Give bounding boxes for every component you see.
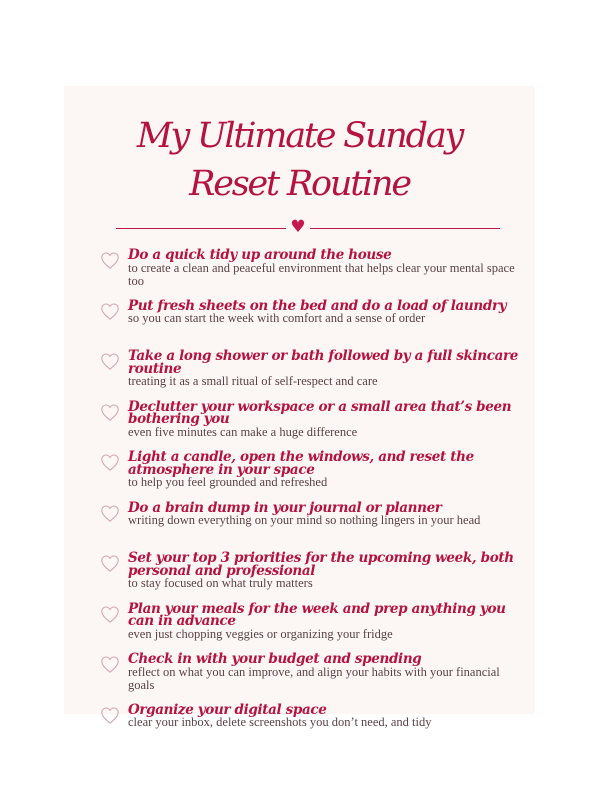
- heart-outline-icon: [100, 504, 120, 523]
- item-text: [128, 701, 520, 730]
- item-text: [128, 350, 520, 388]
- list-item: [100, 350, 520, 401]
- divider-line-right: [310, 228, 500, 229]
- item-description: writing down everything on your mind so nothing lingers in your head: [128, 513, 481, 527]
- list-item: [100, 249, 520, 300]
- item-description: even five minutes can make a huge difference: [128, 424, 358, 439]
- list-item: [100, 499, 520, 553]
- list-item: [100, 552, 520, 603]
- item-description: to help you feel grounded and refreshed: [128, 475, 328, 489]
- item-description: even just chopping veggies or organizing your fridge: [128, 626, 393, 641]
- item-text: [128, 398, 520, 439]
- item-text: [128, 653, 520, 692]
- heart-outline-icon: [100, 403, 120, 422]
- heart-outline-icon: [100, 655, 120, 674]
- list-item: [100, 297, 520, 351]
- item-text: [128, 249, 520, 288]
- page-title: [64, 112, 535, 208]
- routine-list: [100, 249, 520, 754]
- item-heading: Put fresh sheets on the bed and do a load of laundry: [128, 297, 507, 314]
- item-heading: Check in with your budget and spending: [128, 651, 422, 667]
- item-description: clear your inbox, delete screenshots you don’t need, and tidy: [128, 715, 432, 729]
- list-item: [100, 701, 520, 755]
- item-heading: Do a brain dump in your journal or planner: [128, 499, 442, 516]
- list-item: [100, 451, 520, 502]
- item-text: [128, 600, 520, 641]
- item-heading: Declutter your workspace or a small area that’s been bothering you: [128, 398, 512, 427]
- item-description: to create a clean and peaceful environment that helps clear your mental space too: [128, 260, 515, 288]
- item-heading: Do a quick tidy up around the house: [128, 247, 392, 263]
- item-description: treating it as a small ritual of self-respect and care: [128, 374, 378, 388]
- heart-outline-icon: [100, 706, 120, 725]
- item-text: [128, 499, 520, 528]
- item-text: [128, 297, 520, 326]
- item-text: [128, 552, 520, 590]
- item-description: so you can start the week with comfort and a sense of order: [128, 311, 426, 325]
- list-item: [100, 653, 520, 704]
- item-heading: Take a long shower or bath followed by a full skincare routine: [128, 348, 518, 377]
- item-heading: Light a candle, open the windows, and reset the atmosphere in your space: [128, 449, 474, 478]
- item-description: reflect on what you can improve, and align your habits with your financial goals: [128, 664, 500, 692]
- heart-outline-icon: [100, 251, 120, 270]
- heart-outline-icon: [100, 554, 120, 573]
- item-heading: Set your top 3 priorities for the upcoming week, both personal and professional: [128, 550, 514, 579]
- list-item: [100, 398, 520, 452]
- routine-card: [64, 86, 535, 729]
- heart-icon: ♥: [290, 217, 306, 237]
- heart-outline-icon: [100, 302, 120, 321]
- title-line-1: My Ultimate Sunday: [136, 116, 463, 156]
- heart-outline-icon: [100, 352, 120, 371]
- item-description: to stay focused on what truly matters: [128, 576, 313, 590]
- heart-outline-icon: [100, 453, 120, 472]
- item-heading: Organize your digital space: [128, 701, 327, 718]
- item-heading: Plan your meals for the week and prep anything you can in advance: [128, 600, 506, 629]
- title-line-2: Reset Routine: [189, 164, 410, 204]
- item-text: [128, 451, 520, 489]
- divider-line-left: [116, 228, 286, 229]
- heart-outline-icon: [100, 605, 120, 624]
- list-item: [100, 600, 520, 654]
